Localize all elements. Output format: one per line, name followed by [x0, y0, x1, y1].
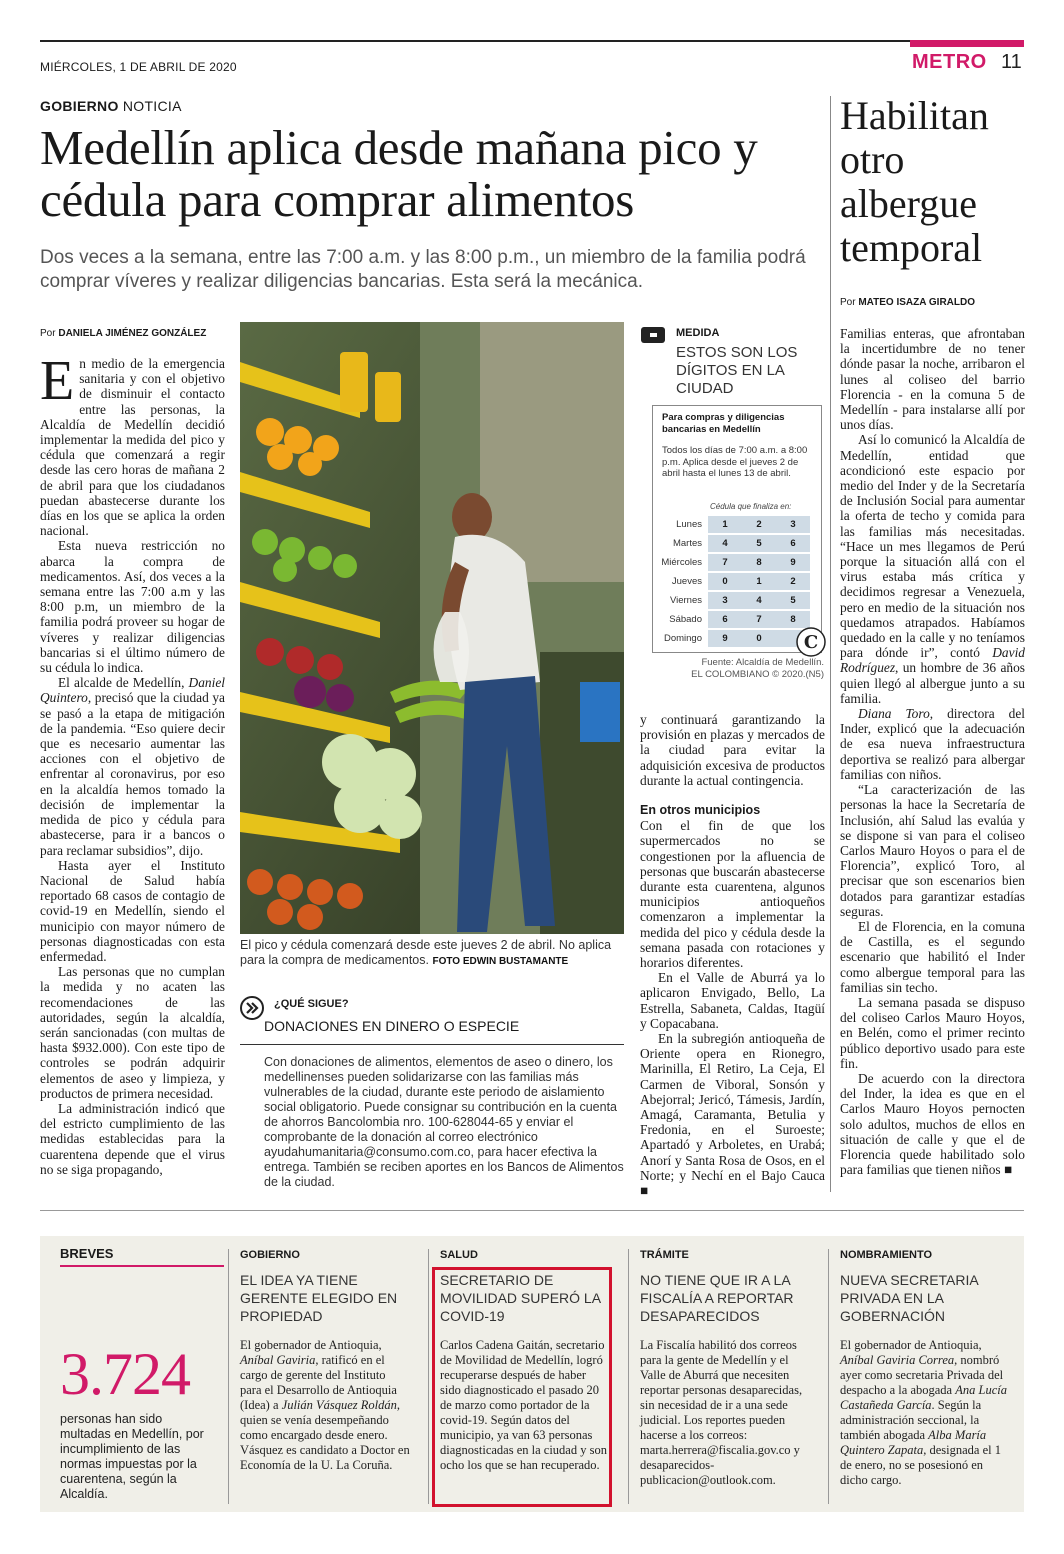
paragraph [840, 706, 1025, 782]
kicker-type: NOTICIA [122, 98, 182, 114]
paragraph [840, 1071, 1025, 1177]
page-number: 11 [1001, 51, 1022, 73]
paragraph-text: En la subregión antioqueña de Oriente opera en Rionegro, Marinilla, El Retiro, La Ceja, El Carmen de Viboral, Sonsón y Abejorral; Jericó, Támesis, Jardín, Amagá, Caramanta, Betulia y Fredonia, en el Suroeste; Apartadó y Arboletes, en Urabá; Anorí y Santa Rosa de Osos, en el Norte; y Nechí en el Bajo Cauca [640, 1031, 825, 1183]
brief-title: EL IDEA YA TIENE GERENTE ELEGIDO EN PROPIEDAD [240, 1272, 398, 1324]
side-byline [840, 297, 975, 308]
divider [228, 1249, 229, 1504]
cedula-row [656, 630, 810, 647]
divider [240, 1044, 624, 1045]
brief-category: NOMBRAMIENTO [840, 1249, 933, 1261]
subheading: En otros municipios [640, 803, 761, 818]
cedula-digit: 6 [708, 611, 742, 628]
person-name: Julián Vásquez Roldán [281, 1398, 397, 1412]
cedula-row [656, 611, 810, 628]
paragraph [840, 432, 1025, 706]
cedula-digit: 9 [708, 630, 742, 647]
person-name: Ana Lucía Castañeda García [840, 1383, 1007, 1412]
cedula-digit: 3 [776, 516, 810, 533]
weekday-label: Sábado [669, 614, 702, 625]
cedula-schedule-table [656, 514, 810, 649]
main-column-3 [640, 712, 825, 1198]
brief-text: , quien se venía desempeñando como encargado desde enero. Vásquez es candidato a Doctor en Economía de la U. La Coruña. [240, 1398, 410, 1472]
person-name: Alba María Quintero Zapata [840, 1428, 987, 1457]
brief-body [840, 1338, 1010, 1488]
market-photo [240, 322, 624, 934]
weekday-label: Lunes [676, 519, 702, 530]
paragraph [40, 675, 225, 857]
side-story-body [840, 326, 1025, 1177]
cedula-digit: 1 [742, 573, 776, 590]
end-mark: ■ [1004, 1162, 1013, 1178]
credit-text: EL COLOMBIANO © 2020.(N5) [691, 669, 824, 680]
paragraph [40, 350, 225, 539]
weekday-label: Miércoles [661, 557, 702, 568]
cedula-digit: 4 [742, 592, 776, 609]
id-card-icon [640, 326, 666, 344]
divider [428, 1249, 429, 1504]
brief-text: El gobernador de Antioquia, [240, 1338, 382, 1352]
column-divider [830, 96, 831, 1192]
divider [40, 1210, 1024, 1211]
cedula-digit: 1 [708, 516, 742, 533]
photo-caption [240, 938, 624, 969]
person-name: Aníbal Gaviria Correa [840, 1353, 955, 1367]
paragraph-text: El alcalde de Medellín, [58, 675, 189, 691]
paragraph: “La caracterización de las personas la hace la Secretaría de Inclusión, ahí Salud las evalúa y se dispone si van para el coliseo Carlos Mauro Hoyos o para el de Florencia”, explicó Toro, al precisar que son escenarios bien dotados para garantizar estadías seguras. [840, 782, 1025, 919]
drop-cap: E [40, 350, 75, 412]
article-kicker [40, 98, 182, 114]
cedula-digit: 5 [776, 592, 810, 609]
main-headline: Medellín aplica desde mañana pico y cédula para comprar alimentos [40, 120, 758, 227]
infographic-description: Todos los días de 7:00 a.m. a 8:00 p.m. Aplica desde el jueves 2 de abril hasta el lunes 13 de abril. [662, 445, 808, 479]
paragraph: Hasta ayer el Instituto Nacional de Salud había reportado 68 casos de contagio de covid-19 en Medellín, siendo el municipio con mayor número de personas diagnosticadas con esta enfermedad. [40, 857, 225, 964]
brief-title: NO TIENE QUE IR A LA FISCALÍA A REPORTAR DESAPARECIDOS [640, 1272, 794, 1324]
svg-text:C: C [803, 632, 819, 653]
section-color-bar [910, 40, 1024, 47]
issue-date: MIÉRCOLES, 1 DE ABRIL DE 2020 [40, 60, 237, 74]
byline-author: MATEO ISAZA GIRALDO [858, 297, 976, 308]
brief-text: . Según la administración seccional, la también abogada [840, 1398, 982, 1442]
weekday-label: Martes [672, 538, 702, 549]
byline-author: DANIELA JIMÉNEZ GONZÁLEZ [58, 328, 207, 339]
brief-body: La Fiscalía habilitó dos correos para la gente de Medellín y el Valle de Aburrá que necesiten reportar personas desaparecidas, sin necesidad de ir a una sede judicial. Los reportes pueden hacerse a los correos: marta.herrera@fiscalia.gov.co y desaparecidos-publicacion@outlook.com. [640, 1338, 803, 1487]
brief-text: , designada el 1 de enero, no se posesionó en dicho cargo. [840, 1443, 1001, 1487]
main-column-1 [40, 350, 225, 1177]
top-rule [40, 40, 1024, 42]
breves-accent-rule [60, 1265, 224, 1267]
kicker-section: GOBIERNO [40, 98, 119, 114]
cedula-digit: 3 [708, 592, 742, 609]
brief-category: SALUD [440, 1249, 478, 1261]
brief-category: TRÁMITE [640, 1249, 689, 1261]
cedula-digit: 9 [776, 554, 810, 571]
paragraph-text: n medio de la emergencia sanitaria y con el objetivo de disminuir el contacto entre las personas, la Alcaldía de Medellín decidió implementar la medida del pico y cédula que comenzará a regir desde las cero horas de mañana 2 de abril para que los ciudadanos puedan abastecerse durante los días en los que se aplica la orden nacional. [40, 356, 225, 539]
divider [628, 1249, 629, 1504]
highlight-box [432, 1267, 612, 1507]
byline-prefix: Por [40, 328, 56, 339]
person-name: Daniel Quintero [40, 675, 225, 706]
section-name: METRO [912, 51, 987, 73]
main-byline [40, 328, 206, 339]
infographic-title: ESTOS SON LOS DÍGITOS EN LA CIUDAD [676, 344, 798, 397]
brief-title: SECRETARIO DE MOVILIDAD SUPERÓ LA COVID-19 [440, 1272, 601, 1324]
paragraph: Esta nueva restricción no abarca la compra de medicamentos. Así, dos veces a la semana entre las 7:00 a.m y las 8:00 p.m, un miembro de la familia podrá proveer su hogar de víveres y realizar diligencias bancarias si el último número de su cédula lo indica. [40, 538, 225, 676]
paragraph: La administración indicó que del estricto cumplimiento de las medidas establecidas para la cuarentena depende que el virus no se siga propagando, [40, 1100, 225, 1177]
paragraph: En el Valle de Aburrá ya lo aplicaron Envigado, Bello, La Estrella, Sabaneta, Caldas, Itagüí y Copacabana. [640, 970, 825, 1031]
infographic-kicker: MEDIDA [676, 327, 720, 339]
paragraph-text: Así lo comunicó la Alcaldía de Medellín, entidad que acondicionó este espacio por medio del Inder y de la Secretaría de Inclusión Social para aumentar la oferta de techo y comida para las familias más necesitadas. “Hace un mes llegamos de Perú porque la situación allá con el virus estaba más crítica y decidimos regresar a Venezuela, pero en medio de la situación nos quedamos atrapados. Habíamos quedado en la calle y no teníamos para dónde ir”, contó [840, 432, 1025, 661]
person-name: Diana Toro [858, 706, 930, 722]
person-name: David Rodríguez [840, 645, 1025, 676]
cedula-row [656, 573, 810, 590]
paragraph-text: De acuerdo con la directora del Inder, la idea es que en el Carlos Mauro Hoyos pernocten solo adultos, muchos de ellos en situación de calle y que el de Florencia quede habilitado solo para familias que tienen niños [840, 1070, 1025, 1178]
end-mark: ■ [640, 1183, 649, 1199]
paragraph [640, 1031, 825, 1198]
paragraph: Las personas que no cumplan la medida y no acaten las recomendaciones de las autoridades, según la alcaldía, serán sancionadas (con multas de hasta $932.000). Con este tipo de controles se podrán adquirir elementos de aseo y limpieza, y productos de primera necesidad. [40, 964, 225, 1101]
brief-text: , nombró ayer como secretaria Privada del despacho a la abogada [840, 1353, 1004, 1397]
infographic-heading: Para compras y diligencias bancarias en Medellín [662, 412, 785, 435]
main-deck: Dos veces a la semana, entre las 7:00 a.m. y las 8:00 p.m., un miembro de la familia podrá comprar víveres y realizar diligencias bancarias. Esta será la mecánica. [40, 247, 806, 292]
brief-title: NUEVA SECRETARIA PRIVADA EN LA GOBERNACIÓN [840, 1272, 978, 1324]
side-headline: Habilitan otro albergue temporal [840, 93, 989, 270]
double-chevron-icon [240, 996, 264, 1020]
divider [828, 1249, 829, 1504]
breves-statistic-text: personas han sido multadas en Medellín, por incumplimiento de las normas impuestas por la cuarentena, según la Alcaldía. [60, 1412, 204, 1501]
brief-body: Carlos Cadena Gaitán, secretario de Movilidad de Medellín, logró recuperarse después de haber sido diagnosticado el pasado 20 de marzo como portador de la covid-19. Según datos del municipio, ya van 63 personas diagnosticadas en la ciudad y son ocho los que se han recuperado. [440, 1338, 607, 1472]
photo-credit: FOTO EDWIN BUSTAMANTE [432, 956, 569, 967]
paragraph: El de Florencia, en la comuna de Castilla, es el segundo escenario que habilitó el Inder como albergue temporal para las familias sin techo. [840, 918, 1025, 995]
que-sigue-label: ¿QUÉ SIGUE? [274, 998, 349, 1010]
cedula-row [656, 516, 810, 533]
cedula-digit: 2 [776, 573, 810, 590]
weekday-label: Domingo [663, 633, 702, 644]
cedula-digit: 0 [708, 573, 742, 590]
cedula-digit: 8 [742, 554, 776, 571]
paragraph-text: , directora del Inder, explicó que la adecuación de esa nueva infraestructura deportiva se realizó para albergar familias con niños. [840, 706, 1026, 782]
breves-statistic: 3.724 [60, 1341, 190, 1407]
brief-text: , ratificó en el cargo de gerente del Instituto para el Desarrollo de Antioquia (Idea) a [240, 1353, 397, 1412]
paragraph: Familias enteras, que afrontaban la incertidumbre de no tener dónde pasar la noche, arribaron el lunes al coliseo del barrio Florencia - en la comuna 5 de Medellín - para instalarse allí por unos días. [840, 326, 1025, 433]
weekday-label: Jueves [671, 576, 702, 587]
infographic-source [640, 657, 824, 681]
paragraph: La semana pasada se dispuso del coliseo Carlos Mauro Hoyos, en Belén, como el primer recinto público deportivo usado para este fin. [840, 994, 1025, 1071]
paragraph-text: , un hombre de 36 años quien llegó al albergue junto a su familia. [840, 660, 1025, 706]
brief-category: GOBIERNO [240, 1249, 300, 1261]
paragraph: Con el fin de que los supermercados no se congestionen por la afluencia de personas que buscarán abastecerse durante esta cuarentena, algunos municipios antioqueños comenzaron a implementar la medida del pico y cédula desde la semana pasada con rotaciones y horarios diferentes. [640, 818, 825, 971]
cedula-digit: 7 [742, 611, 776, 628]
cedula-digit: 2 [742, 516, 776, 533]
cedula-digit: 4 [708, 535, 742, 552]
infographic-subheading: Cédula que finaliza en: [710, 502, 792, 511]
caption-text: El pico y cédula comenzará desde este jueves 2 de abril. No aplica para la compra de medicamentos. [240, 938, 612, 967]
paragraph: y continuará garantizando la provisión en plazas y mercados de la ciudad para evitar la adquisición excesiva de productos durante la actual contingencia. [640, 712, 825, 788]
cedula-digit: 8 [776, 611, 810, 628]
cedula-row [656, 592, 810, 609]
cedula-row [656, 535, 810, 552]
source-text: Fuente: Alcaldía de Medellín. [701, 657, 824, 668]
cedula-digit: 5 [742, 535, 776, 552]
cedula-digit: 6 [776, 535, 810, 552]
weekday-label: Viernes [669, 595, 702, 606]
cedula-digit: 0 [742, 630, 776, 647]
brief-body [240, 1338, 410, 1473]
brief-text: El gobernador de Antioquia, [840, 1338, 982, 1352]
cedula-digit: 7 [708, 554, 742, 571]
cedula-row [656, 554, 810, 571]
paragraph-text: , precisó que la ciudad ya se pasó a la etapa de mitigación de la pandemia. “Eso quiere decir que es necesario aumentar las acciones con el objetivo de enfrentar al coronavirus, por eso en la alcaldía hemos tomado la decisión de implementar la medida de pico y cédula para abastecerse, para ir a bancos o para reclamar subsidios”, dijo. [40, 690, 225, 858]
breves-title: BREVES [60, 1246, 114, 1261]
que-sigue-body: Con donaciones de alimentos, elementos de aseo o dinero, los medellinenses pueden solidarizarse con las familias más vulnerables de la ciudad, durante este periodo de aislamiento social obligatorio. Puede consignar su contribución en la cuenta de ahorros Bancolombia nro. 100-628044-65 y enviar el comprobante de la donación al correo electrónico ayudahumanitaria@consumo.com.co, para hacer efectiva la entrega. También se reciben aportes en los Bancos de Alimentos de la ciudad. [264, 1055, 624, 1189]
byline-prefix: Por [840, 297, 856, 308]
el-colombiano-logo [796, 627, 826, 657]
que-sigue-title: DONACIONES EN DINERO O ESPECIE [264, 1018, 520, 1034]
person-name: Aníbal Gaviria [240, 1353, 316, 1367]
